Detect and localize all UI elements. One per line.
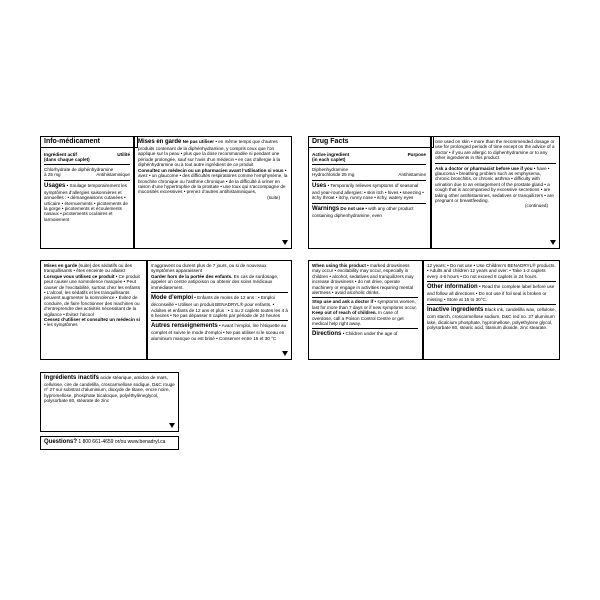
fr-ingredient: Chlorhydrate de diphénhydramine <box>44 166 114 172</box>
fr-consult-text: • avez • un glaucome • des difficultés respiratoires comme l’emphysème, la bronchite chronique ou l’asthme chronique • de la difficulté à uriner en raison d’une hypertrophie de la prostate • une toux qui s’accompagne de mucosités excessives • prenez d’autres antihistaminiques, <box>138 167 288 195</box>
fr-inactive-panel <box>40 372 179 432</box>
en-uses-title: Uses <box>312 182 327 189</box>
en-keep-text: In case of overdose, call a Poison Control Centre or get medical help right away. <box>312 310 404 327</box>
fr-autres-text: • Avant l’emploi, lire l’étiquette au complet et suivre le mode d’emploi • Ne pas utiliser si le sceau en aluminium manque ou est brisé • Conserver entre 15 et 30 °C <box>151 323 287 341</box>
fr-autres-title: Autres renseignements <box>151 323 218 330</box>
en-ask-text: • have • glaucoma • breathing problem such as emphysema, chronic bronchitis, or chronic asthma • difficulty with urination due to an enlargement of the prostate gland • a cough that is accompanied by excessive secretions • are taking other antihistamines, sedatives or tranquilizers • are pregnant or breastfeeding. <box>435 165 554 204</box>
fr-purpose-label: Utilité <box>117 152 130 157</box>
fr-stop-bold: Cessez d’utiliser et consultez un médecin si <box>44 317 140 323</box>
fr-keep-text: En cas de surdosage, appeler un centre antipoison ou obtenir des soins médicaux immédiatement. <box>151 273 279 290</box>
fr-inactive-text: acide stéarique, amidon de maïs, cellulose, cire de candelilla, croscarmellose sodique, D&C rouge nº 27 sur substrat d’aluminium, dioxyde de titane, encre noire, hypromellose, phosphate bicalcique, polyéthylèneglycol, polysorbate 80, stéarate de zinc <box>44 375 175 404</box>
continue-arrow-icon <box>282 351 288 356</box>
fr-warn-bold: Ne pas utiliser <box>182 139 215 144</box>
en-using-text: • marked drowsiness may occur • excitability may occur, especially in children • alcohol, sedatives and tranquilizers may increase drowsiness • do not drive, operate machinery or engage in activities requiring mental alertness • avoid alcoholic drinks. <box>312 263 414 296</box>
en-ask-bold: Ask a doctor or pharmacist before use if you <box>435 165 533 171</box>
en-stop-text: • symptoms worsen, last for more than 7 days or if new symptoms occur. <box>312 299 417 310</box>
en-dose: Hydrochloride 25 mg <box>312 172 355 178</box>
fr-back-left-col <box>41 261 145 359</box>
fr-mode-title: Mode d’emploi <box>151 295 193 302</box>
questions-label: Questions? <box>44 439 78 445</box>
fr-keep-bold: Garder hors de la portée des enfants. <box>151 273 233 279</box>
en-active-label: Active ingredient <box>312 152 350 157</box>
fr-back-warn-title: Mises en garde <box>44 263 78 268</box>
fr-front-left-col <box>41 150 133 248</box>
fr-front-panel <box>40 136 292 249</box>
fr-mode-text: • Enfants de moins de 12 ans : • Emploi déconseillé • Utiliser un produit BENADRYL® pour enfants. • Adultes et enfants de 12 ans et plus : • 1 ou 2 caplets toutes les 4 à 6 heures • Ne pas dépasser 8 caplets par période de 24 heures <box>151 295 288 318</box>
fr-back-panel <box>40 260 292 360</box>
fr-warn-title: Mises en garde <box>138 139 182 145</box>
fr-front-right-col <box>135 137 291 248</box>
en-back-left-col <box>309 261 421 359</box>
continue-arrow-icon <box>282 240 288 245</box>
fr-stop-text: • les symptômes <box>44 322 78 328</box>
continue-arrow-icon <box>169 423 175 428</box>
en-back-right-col <box>424 261 559 359</box>
en-inactive-title: Inactive ingredients <box>427 307 484 314</box>
en-using-bold: When using this product <box>312 263 366 268</box>
fr-inactive-title: Ingrédients inactifs <box>44 375 100 381</box>
en-ingredient: Diphenhydramine <box>312 166 349 172</box>
fr-uses-text: • Soulage temporairement les symptômes d’allergies saisonnières et annuelles : • démangeaisons cutanées • urticaire • éternuements • picotements de la gorge • picotements et écoulements nasaux • picotements oculaires et larmoiement <box>44 182 128 222</box>
fr-active-sub: (dans chaque caplet) <box>44 157 90 163</box>
en-purpose-label: Purpose <box>407 152 426 157</box>
en-back-panel <box>308 260 560 360</box>
en-inactive-text: Black ink, candelilla wax, cellulose, corn starch, croscarmellose sodium, D&C red no. 27 aluminum lake, dicalcium phosphate, hypromellose, polyethylene glycol, polysorbate 80, stearic acid, titanium dioxide, zinc stearate. <box>427 307 556 330</box>
fr-using-text: • Ce produit peut causer une somnolence marquée • Peut causer de l’excitabilité, surtout chez les enfants • L’alcool, les sédatifs et les tranquillisants peuvent augmenter la somnolence • Évitez de conduire, de faire fonctionner des machines ou d’entreprendre des activités nécessitant de la vigilance • Évitez l’alcool <box>44 273 141 317</box>
en-col3-text: one used on skin • more than the recommended dosage or use for prolonged periods of time except on the advice of a doctor • if you are allergic to diphenhydramine or to any other ingredients in this product <box>435 139 555 161</box>
en-other-text: • Read the complete label before use and follow all directions • Do not use if foil seal is broken or missing • Store at 15 to 30°C. <box>427 284 555 302</box>
fr-dose: à 25 mg <box>44 172 61 178</box>
fr-suite-label: (suite) <box>267 194 280 200</box>
en-active-sub: (in each caplet) <box>312 157 346 163</box>
questions-text: 1 800 661-4659 or/ou www.benadryl.ca <box>78 439 166 445</box>
en-other-title: Other information <box>427 284 478 291</box>
continue-arrow-icon <box>550 240 556 245</box>
questions-bar <box>40 436 179 450</box>
en-continued-label: (continued) <box>525 203 548 209</box>
fr-active-label: Ingrédient actif <box>44 152 77 157</box>
fr-warn-text: • en même temps que d’autres produits contenant de la diphénhydramine, y compris ceux que l’on applique sur la peau • plus que la dose recommandée ni pendant une période prolongée, sauf sur l’avis d’un médecin • en cas d’allergie à la diphénhydramine ou à tout autre ingrédient de ce produit <box>138 139 281 168</box>
fr-front-header: Info-médicament <box>41 137 138 148</box>
en-warn-title: Warnings <box>312 205 340 212</box>
en-back-col2-text: 12 years: • Do not use • Use Children’s BENADRYL® products. • Adults and children 12 years and over: • Take 1-2 caplets every 4-6 hours • Do not exceed 8 caplets in 24 hours. <box>427 263 556 279</box>
en-front-left-col <box>309 150 429 248</box>
fr-purpose: Antihistaminique <box>96 172 130 178</box>
en-warn-bold: Do not use <box>340 205 365 211</box>
fr-back-right-col <box>148 261 291 359</box>
en-front-panel <box>308 136 560 249</box>
fr-uses-title: Usages <box>44 182 66 189</box>
en-front-right-col <box>432 137 559 248</box>
en-dir-title: Directions <box>312 331 342 338</box>
fr-consult-bold: Consultez un médecin ou un pharmacien avant l’utilisation si vous <box>138 167 284 173</box>
en-warn-text: • with any other product containing diphenhydramine, even <box>312 205 414 218</box>
en-front-header: Drug Facts <box>309 137 434 148</box>
en-purpose: Antihistamine <box>398 172 426 178</box>
en-dir-text: • Children under the age of <box>342 331 398 337</box>
fr-inactive-col <box>41 373 178 431</box>
en-stop-bold: Stop use and ask a doctor if <box>312 299 374 305</box>
en-uses-text: • Temporarily relieves symptoms of seasonal and year-round allergies: • skin itch • hives • sneezing • itchy throat • itchy, runny nose • itchy, watery eyes <box>312 182 424 201</box>
fr-back-col2-text: s’aggravent ou durent plus de 7 jours, ou si de nouveaux symptômes apparaissent <box>151 263 267 274</box>
en-keep-bold: Keep out of reach of children. <box>312 310 377 316</box>
fr-back-warn-cont: (suite) des sédatifs ou des tranquillisants • êtes enceinte ou allaitez <box>44 263 133 274</box>
fr-using-bold: Lorsque vous utilisez ce produit <box>44 273 115 279</box>
